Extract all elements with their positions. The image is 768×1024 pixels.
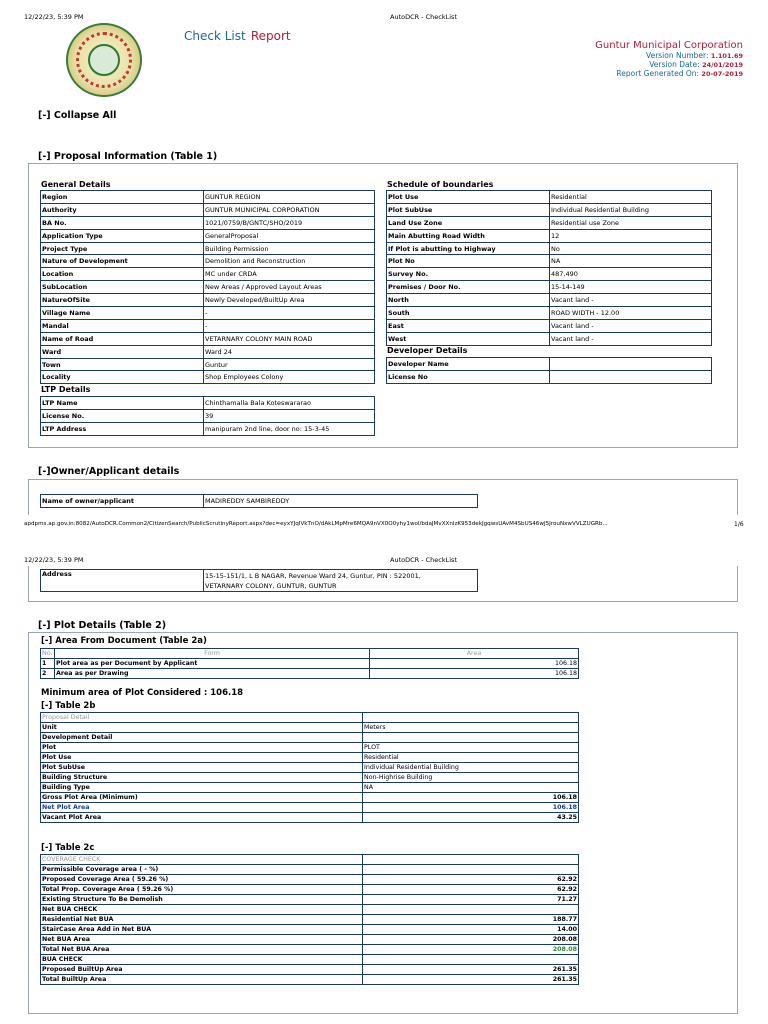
row-value [363,733,579,743]
row-label: Building Type [41,783,363,793]
row-value: GUNTUR REGION [204,191,375,204]
address-row [41,570,478,592]
table-cell: 2 [41,669,55,679]
table-row [41,422,375,435]
table-row [41,965,579,975]
row-label: Total Prop. Coverage Area ( 59.26 %) [41,885,363,895]
print-datetime-2: 12/22/23, 5:39 PM [24,556,84,564]
row-label: West [387,332,550,345]
owner-value: MADIREDDY SAMBIREDDY [204,495,478,508]
row-label: Gross Plot Area (Minimum) [41,793,363,803]
collapse-all-link[interactable]: [-] Collapse All [38,110,117,121]
table-row [387,319,712,332]
row-label: Plot SubUse [387,203,550,216]
row-label: Application Type [41,229,204,242]
row-value: PLOT [363,743,579,753]
table-2a [40,648,579,679]
general-details-title: General Details [41,180,111,189]
table-row [41,803,579,813]
row-value: - [204,307,375,320]
table-2b [40,712,579,823]
row-label: Plot Use [41,753,363,763]
row-label: Developer Name [387,358,550,371]
address-table [40,569,478,592]
table-row [41,945,579,955]
table-row [387,203,712,216]
row-value: Chinthamalla Bala Koteswararao [204,397,375,410]
row-label: Proposed Coverage Area ( 59.26 %) [41,875,363,885]
row-label: Plot SubUse [41,763,363,773]
table-row [41,371,375,384]
table-row [41,268,375,281]
plot-details-toggle[interactable]: [-] Plot Details (Table 2) [38,620,167,631]
generated-row: Report Generated On: 20-07-2019 [616,69,743,78]
row-value: 39 [204,409,375,422]
row-value: No [550,242,712,255]
row-value: Vacant land - [550,319,712,332]
table-row [41,783,579,793]
column-header: Form [55,649,370,659]
row-value: Shop Employees Colony [204,371,375,384]
row-label: Net BUA Area [41,935,363,945]
row-value: 208.08 [363,935,579,945]
row-value: 106.18 [363,793,579,803]
row-label: LTP Name [41,397,204,410]
row-value: 71.27 [363,895,579,905]
row-value: Vacant land - [550,332,712,345]
version-date-row: Version Date: 24/01/2019 [649,60,743,69]
table-row [41,203,375,216]
row-value: Guntur [204,358,375,371]
row-value: Individual Residential Building [363,763,579,773]
row-value: Individual Residential Building [550,203,712,216]
table-row [41,955,579,965]
table-2c [40,854,579,985]
min-area-text: Minimum area of Plot Considered : 106.18 [41,688,244,698]
row-value: 487,490 [550,268,712,281]
row-value: 1021/0759/B/GNTC/SHO/2019 [204,216,375,229]
row-value: 14.00 [363,925,579,935]
table-row [41,885,579,895]
row-label: License No. [41,409,204,422]
footer-page-number: 1/6 [734,521,744,528]
print-datetime: 12/22/23, 5:39 PM [24,13,84,21]
owner-table [40,494,478,508]
row-label: Existing Structure To Be Demolish [41,895,363,905]
print-title: AutoDCR - CheckList [390,13,457,21]
row-value: Residential [363,753,579,763]
table-row [41,332,375,345]
row-value: 43.25 [363,813,579,823]
table-row [41,855,579,865]
table-row [41,743,579,753]
row-value: Residential [550,191,712,204]
table-row [387,370,712,383]
row-label: Project Type [41,242,204,255]
row-label: License No [387,370,550,383]
row-value: 62.92 [363,875,579,885]
version-number-row: Version Number: 1.101.69 [646,51,743,60]
table-row [387,358,712,371]
column-header: No. [41,649,55,659]
owner-label: Name of owner/applicant [41,495,204,508]
row-label: Building Structure [41,773,363,783]
row-label: Plot [41,743,363,753]
row-value [550,358,712,371]
title-report: Report [250,29,291,43]
table-row [41,865,579,875]
row-label: Vacant Plot Area [41,813,363,823]
row-value [363,713,579,723]
row-value: MC under CRDA [204,268,375,281]
table-row [41,895,579,905]
row-label: Unit [41,723,363,733]
table-row [41,281,375,294]
row-label: Region [41,191,204,204]
row-value: Building Permission [204,242,375,255]
row-value: Vacant land - [550,294,712,307]
table-row [387,191,712,204]
row-label: BA No. [41,216,204,229]
address-label: Address [41,570,204,592]
table-row [41,409,375,422]
row-label: Town [41,358,204,371]
table-cell: 106.18 [370,659,579,669]
row-label: Proposed BuiltUp Area [41,965,363,975]
table-row [41,935,579,945]
table-row [41,319,375,332]
table-row [387,307,712,320]
table-row [41,713,579,723]
boundaries-title: Schedule of boundaries [387,180,494,189]
row-label: Permissible Coverage area ( - %) [41,865,363,875]
row-value: Ward 24 [204,345,375,358]
table-row [41,905,579,915]
row-value: 62.92 [363,885,579,895]
table-row [41,659,579,669]
row-value [363,905,579,915]
footer-url: apdpms.ap.gov.in:8082/AutoDCR.Common2/CitizenSearch/PublicScrutinyReport.aspx?dec=eyxYJqIVkTnO/dAkLMpMre6MQA9nVX0O0yhy1wol/bdaJMvXXnlzK953dekJgqwsUAvM4SbUS46wJ5JrouNxwVVLZUGRb... [24,521,608,527]
row-label: Locality [41,371,204,384]
table-row [41,229,375,242]
row-value: 208.08 [363,945,579,955]
print-title-2: AutoDCR - CheckList [390,556,457,564]
row-label: Plot Use [387,191,550,204]
row-value: 12 [550,229,712,242]
table-cell: Area as per Drawing [55,669,370,679]
table-row [41,875,579,885]
row-value: Meters [363,723,579,733]
general-details-table [40,190,375,384]
row-value: 15-14-149 [550,281,712,294]
row-value: manipuram 2nd line, door no: 15-3-45 [204,422,375,435]
row-value: NA [550,255,712,268]
table-row [387,255,712,268]
row-label: Ward [41,345,204,358]
row-value: VETARNARY COLONY MAIN ROAD [204,332,375,345]
table-header-row [41,649,579,659]
row-label: Land Use Zone [387,216,550,229]
row-label: Development Detail [41,733,363,743]
boundaries-table [386,190,712,346]
table-row [41,358,375,371]
row-value: 106.18 [363,803,579,813]
page-title [184,25,291,44]
table-row [387,229,712,242]
table-row [387,268,712,281]
row-label: Net BUA CHECK [41,905,363,915]
row-label: Proposal Detail [41,713,363,723]
row-label: Authority [41,203,204,216]
row-label: Survey No. [387,268,550,281]
row-value [363,865,579,875]
row-value [550,370,712,383]
row-value: 188.77 [363,915,579,925]
proposal-info-toggle[interactable]: [-] Proposal Information (Table 1) [38,151,218,162]
column-header: Area [370,649,579,659]
table-row [41,975,579,985]
developer-table [386,357,712,384]
row-label: LTP Address [41,422,204,435]
table-row [41,733,579,743]
row-label: East [387,319,550,332]
table-row [41,773,579,783]
ltp-details-title: LTP Details [41,385,91,394]
row-value: - [204,319,375,332]
row-label: Premises / Door No. [387,281,550,294]
row-label: StairCase Area Add in Net BUA [41,925,363,935]
row-label: NatureOfSite [41,294,204,307]
row-label: BUA CHECK [41,955,363,965]
table2b-toggle[interactable]: [-] Table 2b [41,701,96,711]
row-label: Net Plot Area [41,803,363,813]
owner-row [41,495,478,508]
row-value: 261.35 [363,965,579,975]
row-label: Village Name [41,307,204,320]
table-row [41,813,579,823]
row-value: Newly Developed/BuiltUp Area [204,294,375,307]
row-label: Name of Road [41,332,204,345]
developer-title: Developer Details [387,346,468,355]
table-row [41,345,375,358]
table-row [387,294,712,307]
table-row [41,242,375,255]
table-cell: Plot area as per Document by Applicant [55,659,370,669]
row-value: NA [363,783,579,793]
row-label: Nature of Development [41,255,204,268]
row-label: If Plot is abutting to Highway [387,242,550,255]
address-value: 15-15-151/1, L B NAGAR, Revenue Ward 24, Guntur, PIN : 522001, VETARNARY COLONY, GUNTUR, GUNTUR [204,570,478,592]
table-row [41,307,375,320]
table-row [41,191,375,204]
table-row [41,294,375,307]
table-row [41,793,579,803]
report-meta [483,40,743,78]
table-row [387,242,712,255]
table-row [387,216,712,229]
row-label: SubLocation [41,281,204,294]
table-row [41,397,375,410]
table-row [41,669,579,679]
row-label: South [387,307,550,320]
table2c-toggle[interactable]: [-] Table 2c [41,843,95,853]
row-label: Total Net BUA Area [41,945,363,955]
row-label: Total BuiltUp Area [41,975,363,985]
row-label: Location [41,268,204,281]
owner-details-toggle[interactable]: [-]Owner/Applicant details [38,466,180,477]
table-cell: 1 [41,659,55,669]
table-row [387,281,712,294]
row-value: New Areas / Approved Layout Areas [204,281,375,294]
table-row [41,763,579,773]
row-value [363,855,579,865]
row-value: Non-Highrise Building [363,773,579,783]
row-label: Residential Net BUA [41,915,363,925]
row-value: Residential use Zone [550,216,712,229]
municipal-seal-logo [66,23,142,97]
table-row [41,723,579,733]
row-value: ROAD WIDTH - 12.00 [550,307,712,320]
table-row [41,216,375,229]
row-value: GeneralProposal [204,229,375,242]
row-label: Main Abutting Road Width [387,229,550,242]
table-row [41,753,579,763]
row-value: GUNTUR MUNICIPAL CORPORATION [204,203,375,216]
row-label: North [387,294,550,307]
table-row [387,332,712,345]
title-check: Check List [184,29,246,43]
table2a-toggle[interactable]: [-] Area From Document (Table 2a) [41,636,207,646]
table-row [41,915,579,925]
table-row [41,925,579,935]
row-label: Mandal [41,319,204,332]
ltp-details-table [40,396,375,436]
row-value [363,955,579,965]
table-row [41,255,375,268]
row-value: Demolition and Reconstruction [204,255,375,268]
row-label: COVERAGE CHECK [41,855,363,865]
table-cell: 106.18 [370,669,579,679]
row-label: Plot No [387,255,550,268]
row-value: 261.35 [363,975,579,985]
corporation-name: Guntur Municipal Corporation [595,40,743,51]
